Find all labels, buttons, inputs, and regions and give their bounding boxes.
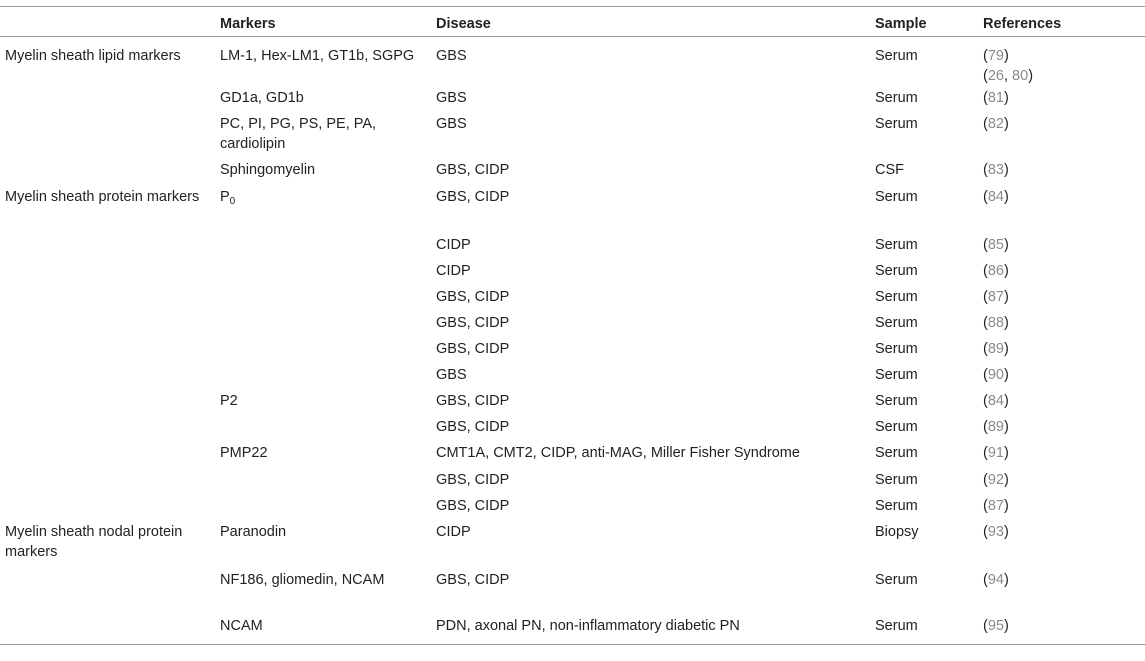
reference-link[interactable]: 90 [987, 367, 1004, 383]
disease-cell [436, 568, 875, 614]
reference-link[interactable]: 26 [987, 68, 1004, 84]
sample-text: Serum [875, 472, 918, 488]
references-cell [983, 520, 1145, 568]
reference-link[interactable]: 80 [1012, 68, 1029, 84]
disease-cell [436, 494, 875, 520]
category-cell [0, 441, 220, 468]
category-cell [0, 468, 220, 494]
disease-cell [436, 363, 875, 389]
marker-cell [220, 337, 436, 363]
disease-cell [436, 285, 875, 311]
marker-cell [220, 389, 436, 415]
disease-text: PDN, axonal PN, non-inflammatory diabetic PN [436, 618, 740, 634]
table-row [0, 468, 1145, 494]
sample-cell [875, 614, 983, 644]
references-cell [983, 468, 1145, 494]
table-row [0, 363, 1145, 389]
marker-cell [220, 568, 436, 614]
category-cell [0, 415, 220, 441]
sample-text: Serum [875, 341, 918, 357]
disease-text: GBS, CIDP [436, 341, 510, 357]
disease-text: CMT1A, CMT2, CIDP, anti-MAG, Miller Fisher Syndrome [436, 445, 800, 461]
sample-text: Serum [875, 367, 918, 383]
marker-text: Paranodin [220, 524, 287, 540]
reference-line: (86) [983, 263, 1009, 279]
header-disease: Disease [436, 7, 875, 37]
marker-text: P2 [220, 393, 238, 409]
reference-line: (84) [983, 189, 1009, 205]
reference-line: (85) [983, 237, 1009, 253]
table-row [0, 37, 1145, 87]
reference-link[interactable]: 84 [987, 189, 1004, 205]
disease-text: GBS [436, 367, 467, 383]
sample-text: Serum [875, 498, 918, 514]
category-cell [0, 37, 220, 87]
sample-cell [875, 311, 983, 337]
reference-line: (81) [983, 90, 1009, 106]
disease-text: GBS, CIDP [436, 315, 510, 331]
sample-cell [875, 468, 983, 494]
marker-cell [220, 158, 436, 185]
table-row [0, 86, 1145, 112]
disease-text: GBS, CIDP [436, 289, 510, 305]
reference-line: (87) [983, 498, 1009, 514]
reference-line: (92) [983, 472, 1009, 488]
category-cell [0, 363, 220, 389]
disease-cell [436, 158, 875, 185]
sample-text: Serum [875, 263, 918, 279]
reference-line: (90) [983, 367, 1009, 383]
category-cell [0, 185, 220, 233]
reference-line: (87) [983, 289, 1009, 305]
table-row [0, 441, 1145, 468]
marker-text: GD1a, GD1b [220, 90, 304, 106]
references-cell [983, 259, 1145, 285]
references-cell [983, 568, 1145, 614]
disease-cell [436, 259, 875, 285]
disease-text: CIDP [436, 237, 471, 253]
reference-line: (93) [983, 524, 1009, 540]
header-markers: Markers [220, 7, 436, 37]
category-text: Myelin sheath lipid markers [5, 48, 181, 64]
reference-link[interactable]: 83 [987, 162, 1004, 178]
sample-cell [875, 158, 983, 185]
reference-line: (91) [983, 445, 1009, 461]
marker-text: PMP22 [220, 445, 268, 461]
disease-cell [436, 614, 875, 644]
marker-cell [220, 468, 436, 494]
reference-link[interactable]: 89 [987, 341, 1004, 357]
sample-cell [875, 86, 983, 112]
marker-text: Sphingomyelin [220, 162, 316, 178]
reference-line: (26, 80) [983, 68, 1034, 84]
category-cell [0, 158, 220, 185]
disease-cell [436, 520, 875, 568]
references-cell [983, 614, 1145, 644]
marker-text: PC, PI, PG, PS, PE, PA, cardiolipin [220, 116, 377, 152]
marker-text: LM-1, Hex-LM1, GT1b, SGPG [220, 48, 415, 64]
references-cell [983, 233, 1145, 259]
category-cell [0, 614, 220, 644]
reference-link[interactable]: 81 [987, 90, 1004, 106]
sample-cell [875, 494, 983, 520]
reference-line: (94) [983, 572, 1009, 588]
sample-cell [875, 259, 983, 285]
sample-cell [875, 441, 983, 468]
references-cell [983, 363, 1145, 389]
marker-cell [220, 233, 436, 259]
marker-cell [220, 441, 436, 468]
category-cell [0, 520, 220, 568]
sample-text: Serum [875, 48, 918, 64]
sample-text: Serum [875, 289, 918, 305]
disease-cell [436, 337, 875, 363]
references-cell [983, 441, 1145, 468]
table-row [0, 259, 1145, 285]
marker-cell [220, 614, 436, 644]
reference-link[interactable]: 79 [987, 48, 1004, 64]
disease-cell [436, 415, 875, 441]
marker-text: NCAM [220, 618, 263, 634]
category-cell [0, 86, 220, 112]
table-row [0, 112, 1145, 158]
category-cell [0, 259, 220, 285]
references-cell [983, 158, 1145, 185]
table-row [0, 614, 1145, 644]
sample-text: Serum [875, 618, 918, 634]
reference-link[interactable]: 89 [987, 419, 1004, 435]
references-cell [983, 185, 1145, 233]
category-cell [0, 233, 220, 259]
marker-cell [220, 185, 436, 233]
markers-table [0, 6, 1145, 645]
disease-text: GBS [436, 90, 467, 106]
marker-cell [220, 363, 436, 389]
category-cell [0, 337, 220, 363]
references-cell [983, 112, 1145, 158]
marker-cell [220, 86, 436, 112]
category-cell [0, 112, 220, 158]
disease-text: GBS, CIDP [436, 189, 510, 205]
sample-cell [875, 415, 983, 441]
reference-line: (79) [983, 48, 1009, 64]
category-cell [0, 568, 220, 614]
sample-text: Serum [875, 393, 918, 409]
sample-text: Serum [875, 315, 918, 331]
table-row [0, 233, 1145, 259]
references-cell [983, 37, 1145, 87]
disease-text: CIDP [436, 524, 471, 540]
sample-text: Serum [875, 237, 918, 253]
references-cell [983, 389, 1145, 415]
sample-cell [875, 185, 983, 233]
references-cell [983, 285, 1145, 311]
marker-cell [220, 259, 436, 285]
reference-link[interactable]: 82 [987, 116, 1004, 132]
sample-text: Serum [875, 419, 918, 435]
category-cell [0, 311, 220, 337]
disease-text: CIDP [436, 263, 471, 279]
marker-cell [220, 520, 436, 568]
sample-cell [875, 37, 983, 87]
sample-cell [875, 520, 983, 568]
table-row [0, 185, 1145, 233]
marker-cell [220, 112, 436, 158]
sample-cell [875, 389, 983, 415]
marker-subscript: 0 [229, 196, 236, 207]
marker-cell [220, 311, 436, 337]
reference-link[interactable]: 88 [987, 315, 1004, 331]
disease-text: GBS, CIDP [436, 393, 510, 409]
reference-link[interactable]: 87 [987, 289, 1004, 305]
table-row [0, 415, 1145, 441]
sample-text: Serum [875, 90, 918, 106]
reference-link[interactable]: 92 [987, 472, 1004, 488]
sample-cell [875, 363, 983, 389]
disease-cell [436, 441, 875, 468]
table-row [0, 520, 1145, 568]
header-references: References [983, 7, 1145, 37]
disease-text: GBS, CIDP [436, 572, 510, 588]
reference-line: (88) [983, 315, 1009, 331]
table-row [0, 568, 1145, 614]
disease-cell [436, 468, 875, 494]
sample-text: Serum [875, 572, 918, 588]
sample-text: Serum [875, 116, 918, 132]
table-row [0, 389, 1145, 415]
disease-text: GBS, CIDP [436, 472, 510, 488]
category-text: Myelin sheath nodal protein markers [5, 524, 183, 560]
disease-text: GBS [436, 116, 467, 132]
sample-cell [875, 285, 983, 311]
reference-link[interactable]: 85 [987, 237, 1004, 253]
sample-text: Serum [875, 189, 918, 205]
reference-link[interactable]: 91 [987, 445, 1004, 461]
references-cell [983, 415, 1145, 441]
reference-line: (95) [983, 618, 1009, 634]
header-category [0, 7, 220, 37]
disease-text: GBS, CIDP [436, 162, 510, 178]
references-cell [983, 337, 1145, 363]
reference-line: (83) [983, 162, 1009, 178]
category-text: Myelin sheath protein markers [5, 189, 200, 205]
reference-link[interactable]: 94 [987, 572, 1004, 588]
marker-text: NF186, gliomedin, NCAM [220, 572, 385, 588]
disease-cell [436, 112, 875, 158]
reference-line: (82) [983, 116, 1009, 132]
table-row [0, 494, 1145, 520]
disease-cell [436, 233, 875, 259]
table-row [0, 337, 1145, 363]
header-sample: Sample [875, 7, 983, 37]
reference-link[interactable]: 86 [987, 263, 1004, 279]
reference-link[interactable]: 95 [987, 618, 1004, 634]
table-row [0, 311, 1145, 337]
table-row [0, 285, 1145, 311]
references-cell [983, 494, 1145, 520]
disease-cell [436, 37, 875, 87]
marker-cell [220, 415, 436, 441]
reference-line: (89) [983, 341, 1009, 357]
disease-text: GBS, CIDP [436, 419, 510, 435]
reference-link[interactable]: 84 [987, 393, 1004, 409]
table-row [0, 158, 1145, 185]
marker-cell [220, 285, 436, 311]
references-cell [983, 311, 1145, 337]
category-cell [0, 285, 220, 311]
sample-cell [875, 568, 983, 614]
sample-text: Biopsy [875, 524, 919, 540]
sample-cell [875, 233, 983, 259]
sample-text: CSF [875, 162, 904, 178]
marker-cell [220, 494, 436, 520]
disease-text: GBS [436, 48, 467, 64]
disease-cell [436, 389, 875, 415]
disease-cell [436, 311, 875, 337]
category-cell [0, 389, 220, 415]
reference-line: (84) [983, 393, 1009, 409]
sample-cell [875, 112, 983, 158]
sample-text: Serum [875, 445, 918, 461]
disease-cell [436, 86, 875, 112]
category-cell [0, 494, 220, 520]
disease-cell [436, 185, 875, 233]
header-row [0, 7, 1145, 37]
reference-line: (89) [983, 419, 1009, 435]
sample-cell [875, 337, 983, 363]
references-cell [983, 86, 1145, 112]
disease-text: GBS, CIDP [436, 498, 510, 514]
marker-cell [220, 37, 436, 87]
reference-link[interactable]: 93 [987, 524, 1004, 540]
reference-link[interactable]: 87 [987, 498, 1004, 514]
marker-text: P [220, 189, 230, 205]
